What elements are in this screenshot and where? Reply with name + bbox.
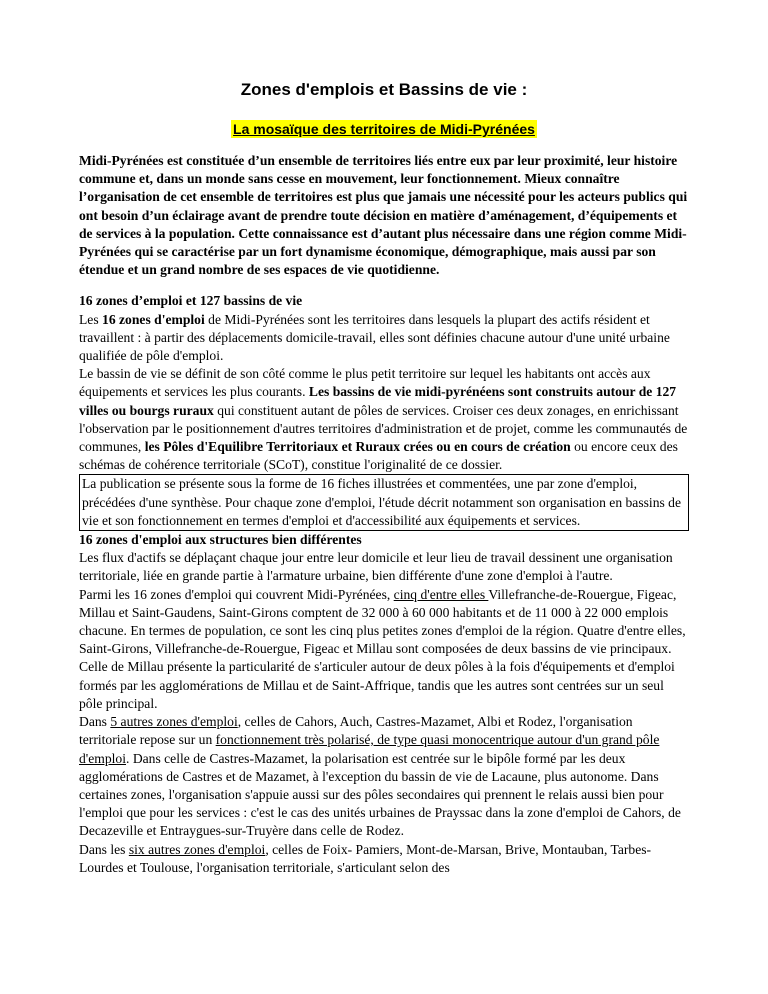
intro-paragraph: Midi-Pyrénées est constituée d’un ensemble de territoires liés entre eux par leur proximité, leur histoire commune et, dans un monde sans cesse en mouvement, leur fonctionnement. Mieux connaître l’organisation de cet ensemble de territoires est plus que jamais une nécessité pour les acteurs publics qui ont besoin d’un éclairage avant de prendre toute décision en matière d’aménagement, d’équipements et de services à la population. Cette connaissance est d’autant plus nécessaire dans une région comme Midi-Pyrénées qui se caractérise par un fort dynamisme économique, démographique, mais aussi par son étendue et un grand nombre de ses espaces de vie quotidienne. — [79, 153, 688, 278]
section-heading-structures — [79, 531, 689, 549]
section-heading-text: 16 zones d'emploi aux structures bien différentes — [79, 532, 362, 548]
underlined-run: 5 autres zones d'emploi — [110, 714, 238, 730]
text-run: . Dans celle de Castres-Mazamet, la polarisation est centrée sur le bipôle formé par les deux agglomérations de Castres et de Mazamet, à l'exception du bassin de vie de Lacaune, plus autonome. Dans certaines zones, l'organisation s'appuie aussi sur des pôles secondaires qui prennent le relais aussi bien pour l'emploi que pour les services : c'est le cas des unités urbaines de Prayssac dans la zone d'emploi de Cahors, de Decazeville et Entraygues-sur-Truyère dans celle de Rodez. — [79, 750, 681, 839]
text-run: Le bassin de vie se définit de son côté comme le plus petit territoire sur lequel les habitants ont accès aux équipements et services les plus courants. — [79, 366, 651, 400]
text-run: de Midi-Pyrénées sont les territoires dans lesquels la plupart des actifs résident et travaillent : à partir des déplacements domicile-travail, elles sont définies chacune autour d'une unité urbaine qualifiée de pôle d'emploi. — [79, 311, 670, 364]
subtitle-container — [0, 120, 768, 139]
bold-run: Les bassins de vie midi-pyrénéens sont construits autour de 127 villes ou bourgs ruraux — [79, 384, 677, 418]
text-run: Les — [79, 311, 103, 327]
text-run: Villefranche-de-Rouergue, Figeac, Millau et Saint-Gaudens, Saint-Girons comptent de 32 000 à 60 000 habitants et de 11 000 à 22 000 emplois chacune. En termes de population, ce sont les cinq plus petites zones d'emploi de la région. Quatre d'entre elles, Saint-Girons, Villefranche-de-Rouergue, Figeac et Millau sont composées de deux bassins de vie principaux. Celle de Millau présente la particularité de s'articuler autour de deux pôles à la fois d'équipements et d'emploi formés par les agglomérations de Millau et de Saint-Affrique, tandis que les autres sont centrées sur un seul pôle principal. — [79, 586, 686, 711]
section-heading-text: 16 zones d’emploi et 127 bassins de vie — [79, 293, 303, 309]
text-run: Dans — [79, 714, 111, 730]
paragraph-autres-zones — [79, 713, 689, 840]
text-run: qui constituent autant de pôles de services. Croiser ces deux zonages, en enrichissant l'observation par le positionnement d'autres territoires d'administration et de projet, comme les communautés de communes, — [79, 402, 688, 455]
boxed-paragraph-publication: La publication se présente sous la forme de 16 fiches illustrées et commentées, une par zone d'emploi, précédées d'une synthèse. Pour chaque zone d'emploi, l'étude décrit notamment son organisation en bassins de vie et son fonctionnement en termes d'emploi et d'accessibilité aux équipements et services. — [79, 474, 689, 531]
text-run: Dans les — [79, 841, 129, 857]
document-title: Zones d'emplois et Bassins de vie : — [240, 80, 528, 99]
document-subtitle: La mosaïque des territoires de Midi-Pyrénées — [233, 121, 535, 137]
paragraph-six-zones — [79, 841, 689, 877]
underlined-run: fonctionnement très polarisé, de type quasi monocentrique autour d'un grand pôle d'emploi — [79, 732, 660, 766]
paragraph-flux-actifs: Les flux d'actifs se déplaçant chaque jour entre leur domicile et leur lieu de travail dessinent une organisation territoriale, liée en grande partie à l'armature urbaine, bien différente d'une zone d'emploi à l'autre. — [79, 550, 673, 584]
document-body — [79, 152, 689, 877]
text-run: Parmi les 16 zones d'emploi qui couvrent Midi-Pyrénées, — [79, 586, 394, 602]
paragraph-zones-emploi — [79, 311, 689, 366]
text-run: ou encore ceux des schémas de cohérence territoriale (SCoT), constitue l'originalité de ce dossier. — [79, 439, 678, 473]
text-run: , celles de Foix- Pamiers, Mont-de-Marsan, Brive, Montauban, Tarbes-Lourdes et Toulouse, l'organisation territoriale, s'articulant selon des — [79, 841, 652, 875]
underlined-run: six autres zones d'emploi — [128, 841, 266, 857]
paragraph-cinq-zones — [79, 586, 689, 713]
underlined-run: cinq d'entre elles — [393, 586, 489, 602]
bold-run: les Pôles d'Equilibre Territoriaux et Ruraux crées ou en cours de création — [144, 439, 571, 455]
paragraph-bassin-de-vie — [79, 365, 689, 474]
bold-run: 16 zones d'emploi — [102, 311, 205, 327]
section-heading-zones — [79, 292, 689, 310]
text-run: , celles de Cahors, Auch, Castres-Mazamet, Albi et Rodez, l'organisation territoriale repose sur un — [79, 714, 633, 748]
